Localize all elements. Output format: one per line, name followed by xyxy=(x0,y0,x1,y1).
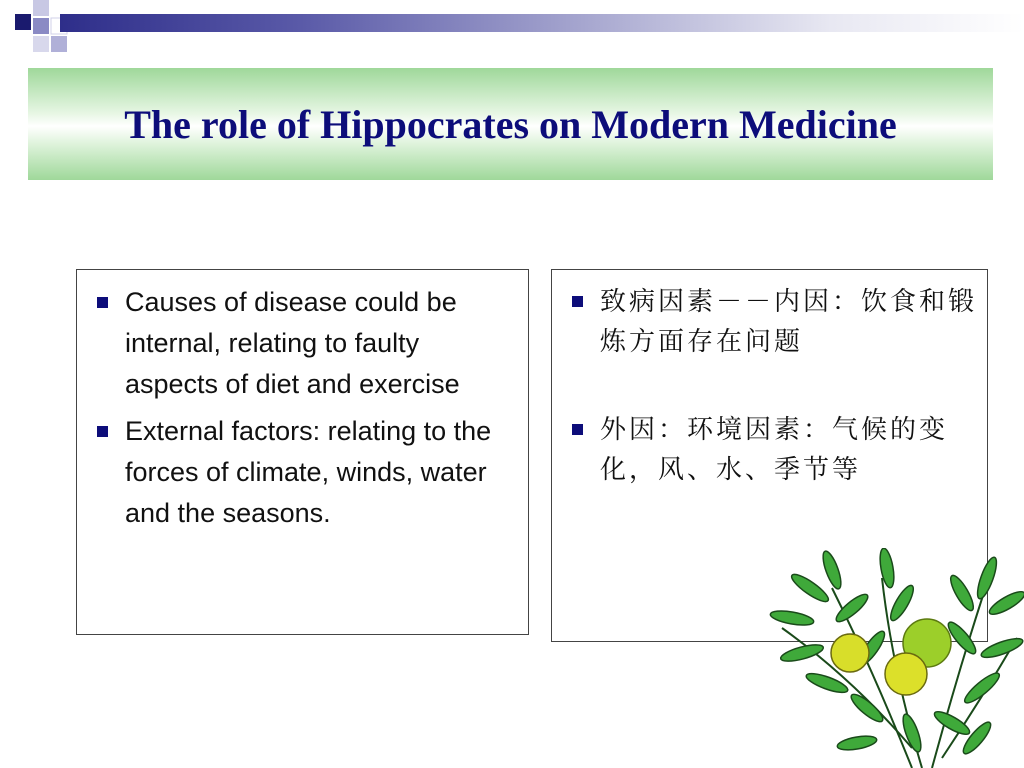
bullet-text: 致病因素－－内因：饮食和锻炼方面存在问题 xyxy=(600,287,978,357)
square-bullet-icon xyxy=(572,296,583,307)
top-gradient-bar xyxy=(60,14,1024,32)
title-banner xyxy=(28,68,993,180)
square-bullet-icon xyxy=(97,297,108,308)
plant-with-fruits-icon xyxy=(762,548,1024,768)
chinese-bullet-list xyxy=(562,282,977,490)
bullet-text: External factors: relating to the forces of climate, winds, water and the seasons. xyxy=(125,416,492,528)
english-text-box xyxy=(76,269,529,635)
bullet-text: 外因：环境因素：气候的变化，风、水、季节等 xyxy=(600,415,949,485)
square-bullet-icon xyxy=(97,426,108,437)
list-item xyxy=(87,411,510,534)
list-item xyxy=(562,282,977,362)
slide-title: The role of Hippocrates on Modern Medicine xyxy=(124,101,897,147)
english-bullet-list xyxy=(87,282,510,534)
list-item xyxy=(87,282,510,405)
bullet-text: Causes of disease could be internal, relating to faulty aspects of diet and exercise xyxy=(125,287,460,399)
square-bullet-icon xyxy=(572,424,583,435)
list-item xyxy=(562,410,977,490)
